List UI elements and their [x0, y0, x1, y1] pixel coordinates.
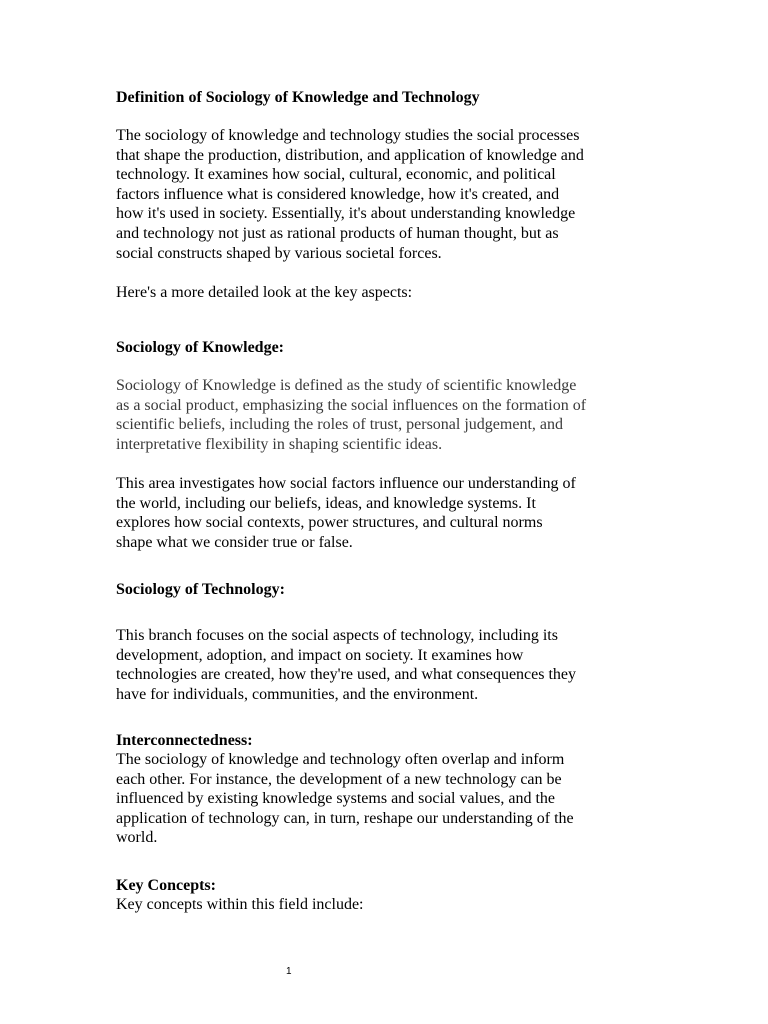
interconnectedness-paragraph: The sociology of knowledge and technology often overlap and inform each other. For instance, the development of a new technology can be influenced by existing knowledge systems and social values, and the application of technology can, in turn, reshape our understanding of the world.: [116, 751, 574, 847]
page-number: 1: [286, 966, 292, 977]
key-concepts-paragraph: Key concepts within this field include:: [116, 896, 364, 913]
section-heading-key-concepts: Key Concepts:: [116, 877, 216, 894]
section-heading-technology: Sociology of Technology:: [116, 581, 285, 598]
knowledge-area-paragraph: This area investigates how social factors influence our understanding of the world, including our beliefs, ideas, and knowledge systems. It explores how social contexts, power structures, and cultural norms shape what we consider true or false.: [116, 475, 576, 551]
section-heading-knowledge: Sociology of Knowledge:: [116, 339, 284, 356]
technology-paragraph: This branch focuses on the social aspects of technology, including its development, adoption, and impact on society. It examines how technologies are created, how they're used, and what consequences they have for individuals, communities, and the environment.: [116, 627, 577, 703]
section-heading-interconnectedness: Interconnectedness:: [116, 732, 253, 749]
knowledge-definition-paragraph: Sociology of Knowledge is defined as the study of scientific knowledge as a social product, emphasizing the social influences on the formation of scientific beliefs, including the roles of trust, personal judgement, and interpretative flexibility in shaping scientific ideas.: [116, 377, 587, 453]
intro-paragraph: The sociology of knowledge and technology studies the social processes that shape the production, distribution, and application of knowledge and technology. It examines how social, cultural, economic, and political factors influence what is considered knowledge, how it's created, and how it's used in society. Essentially, it's about understanding knowledge and technology not just as rational products of human thought, but as social constructs shaped by various societal forces.: [116, 127, 584, 262]
lead-in-paragraph: Here's a more detailed look at the key aspects:: [116, 284, 413, 301]
document-title: Definition of Sociology of Knowledge and Technology: [116, 89, 480, 106]
